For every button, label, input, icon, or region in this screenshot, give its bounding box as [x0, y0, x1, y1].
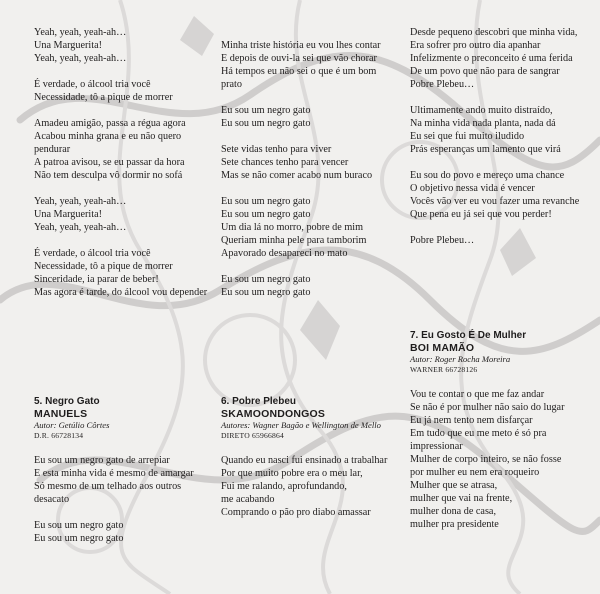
- song-author: Autor: Getúlio Côrtes: [34, 420, 110, 430]
- song-artist: MANUELS: [34, 408, 88, 420]
- lyric-stanza: Yeah, yeah, yeah-ah… Una Marguerita! Yeah, yeah, yeah-ah…: [34, 196, 127, 233]
- lyric-stanza: Eu sou um negro gato Eu sou um negro gato: [221, 105, 311, 129]
- song-title: 6. Pobre Plebeu: [221, 396, 297, 407]
- song-6-block: [221, 396, 397, 532]
- lyric-stanza: Vou te contar o que me faz andar Se não é por mulher não saio do lugar Eu já nem tento nem disfarçar Em tudo que eu me meto é só pra impressionar Mulher de corpo inteiro, se não fosse por mulher eu nem era roqueiro Mulher que se atrasa, mulher que vai na frente, mulher dona de casa, mulher pra presidente: [410, 389, 565, 530]
- lyric-stanza: Eu sou um negro gato de arrepiar E esta minha vida é mesmo de amargar Só mesmo de um telhado aos outros desacato: [34, 455, 194, 505]
- lyric-stanza: Pobre Plebeu…: [410, 235, 475, 246]
- lyric-stanza: Desde pequeno descobri que minha vida, Era sofrer pro outro dia apanhar Infelizmente o preconceito é uma ferida De um povo que não para de sangrar Pobre Plebeu…: [410, 27, 578, 90]
- song-title: 5. Negro Gato: [34, 396, 100, 407]
- song-author: Autor: Roger Rocha Moreira: [410, 354, 511, 364]
- lyric-stanza: Eu sou do povo e mereço uma chance O objetivo nessa vida é vencer Vocês vão ver eu vou fazer uma revanche Que pena eu já sei que vou perder!: [410, 170, 580, 220]
- song-artist: BOI MAMÃO: [410, 342, 475, 354]
- lyric-stanza: Eu sou um negro gato Eu sou um negro gato: [221, 274, 311, 298]
- lyric-stanza: É verdade, o álcool tria você Necessidade, tô a pique de morrer Sinceridade, ia parar de beber! Mas agora é tarde, do álcool vou depender: [34, 248, 208, 298]
- lyric-stanza: É verdade, o álcool tria você Necessidade, tô a pique de morrer: [34, 79, 173, 103]
- lyric-stanza: Sete vidas tenho para viver Sete chances tenho para vencer Mas se não comer acabo num buraco: [221, 144, 373, 181]
- song-7-block: [410, 330, 592, 544]
- song-registry: DIRETO 65966864: [221, 431, 284, 440]
- song-author: Autores: Wagner Bagão e Wellington de Mello: [221, 420, 381, 430]
- lyric-stanza: Eu sou um negro gato Eu sou um negro gato Um dia lá no morro, pobre de mim Queriam minha pele para tamborim Apavorado desapareci no mato: [221, 196, 367, 259]
- lyric-stanza: Eu sou um negro gato Eu sou um negro gato: [34, 520, 124, 544]
- song-title: 7. Eu Gosto É De Mulher: [410, 330, 527, 341]
- lyric-stanza: Ultimamente ando muito distraído, Na minha vida nada planta, nada dá Eu sei que fui muito iludido Prás esperanças um lamento que virá: [410, 105, 561, 155]
- lyric-stanza: Minha triste história eu vou lhes contar E depois de ouvi-la sei que vão chorar Há tempos eu não sei o que é um bom prato: [221, 40, 381, 90]
- lyric-stanza: Amadeu amigão, passa a régua agora Acabou minha grana e eu não quero pendurar A patroa avisou, se eu passar da hora Não tem desculpa vô dormir no sofá: [34, 118, 186, 181]
- song-5-block: [34, 396, 214, 558]
- column-right-lyrics: [410, 26, 592, 260]
- column-middle-lyrics: [221, 39, 397, 312]
- song-registry: WARNER 66728126: [410, 365, 478, 374]
- column-left-lyrics: [34, 26, 214, 312]
- song-artist: SKAMOONDONGOS: [221, 408, 326, 420]
- lyric-stanza: Yeah, yeah, yeah-ah… Una Marguerita! Yeah, yeah, yeah-ah…: [34, 27, 127, 64]
- song-registry: D.R. 66728134: [34, 431, 84, 440]
- lyric-stanza: Quando eu nasci fui ensinado a trabalhar Por que muito pobre era o meu lar, Fui me ralando, aprofundando, me acabando Comprando o pão pro diabo amassar: [221, 455, 388, 518]
